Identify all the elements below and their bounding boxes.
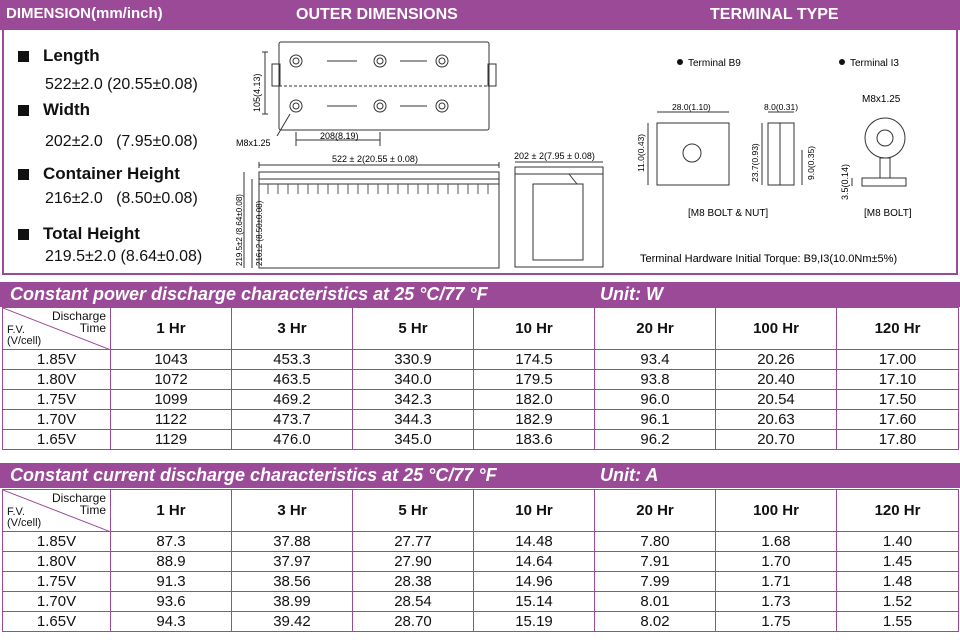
power-value-cell: 20.63 [716, 410, 837, 430]
current-value-cell: 27.90 [353, 552, 474, 572]
power-value-cell: 179.5 [474, 370, 595, 390]
power-col-header: 5 Hr [353, 308, 474, 350]
power-value-cell: 17.80 [837, 430, 959, 450]
power-value-cell: 476.0 [232, 430, 353, 450]
current-col-header: 1 Hr [111, 490, 232, 532]
current-value-cell: 38.99 [232, 592, 353, 612]
current-fv-cell: 1.65V [3, 612, 111, 632]
power-col-header: 20 Hr [595, 308, 716, 350]
side-height-label: 105(4.13) [252, 73, 262, 112]
length-dim-label: 522 ± 2(20.55 ± 0.08) [332, 154, 418, 164]
power-col-header: 10 Hr [474, 308, 595, 350]
power-row [3, 430, 959, 450]
current-value-cell: 1.73 [716, 592, 837, 612]
power-fv-cell: 1.85V [3, 350, 111, 370]
power-value-cell: 17.60 [837, 410, 959, 430]
power-fv-cell: 1.70V [3, 410, 111, 430]
current-value-cell: 1.55 [837, 612, 959, 632]
current-value-cell: 28.70 [353, 612, 474, 632]
dim-value-length: 522±2.0 (20.55±0.08) [45, 76, 198, 93]
power-value-cell: 1099 [111, 390, 232, 410]
current-value-cell: 1.52 [837, 592, 959, 612]
power-value-cell: 1043 [111, 350, 232, 370]
current-value-cell: 14.96 [474, 572, 595, 592]
power-fv-cell: 1.75V [3, 390, 111, 410]
current-value-cell: 87.3 [111, 532, 232, 552]
current-value-cell: 15.14 [474, 592, 595, 612]
dim-value-container-height: 216±2.0 (8.50±0.08) [45, 190, 198, 207]
power-value-cell: 463.5 [232, 370, 353, 390]
dim-value-width: 202±2.0 (7.95±0.08) [45, 133, 198, 150]
current-value-cell: 94.3 [111, 612, 232, 632]
power-value-cell: 182.9 [474, 410, 595, 430]
current-value-cell: 1.71 [716, 572, 837, 592]
power-table [2, 307, 959, 450]
current-value-cell: 7.91 [595, 552, 716, 572]
power-section-title: Constant power discharge characteristics at 25 °C/77 °F [10, 284, 488, 304]
power-value-cell: 1072 [111, 370, 232, 390]
power-value-cell: 20.40 [716, 370, 837, 390]
current-col-header: 3 Hr [232, 490, 353, 532]
b9-width-label: 28.0(1.10) [672, 102, 711, 112]
power-corner-cell [3, 308, 111, 350]
power-value-cell: 183.6 [474, 430, 595, 450]
power-header-row [3, 308, 959, 350]
terminal-i3-label: Terminal I3 [850, 58, 899, 69]
power-value-cell: 96.2 [595, 430, 716, 450]
current-value-cell: 8.01 [595, 592, 716, 612]
total-height-dim-label: 219.5±2 (8.64±0.08) [235, 194, 244, 266]
current-value-cell: 1.68 [716, 532, 837, 552]
power-value-cell: 20.54 [716, 390, 837, 410]
current-table [2, 489, 959, 632]
current-col-header: 5 Hr [353, 490, 474, 532]
current-value-cell: 15.19 [474, 612, 595, 632]
current-fv-cell: 1.80V [3, 552, 111, 572]
corner-discharge-time: Discharge Time [51, 309, 106, 335]
power-col-header: 100 Hr [716, 308, 837, 350]
power-col-header: 120 Hr [837, 308, 959, 350]
b9-caption: [M8 BOLT & NUT] [688, 208, 769, 219]
current-col-header: 20 Hr [595, 490, 716, 532]
terminal-type-drawing [630, 50, 950, 272]
current-value-cell: 14.64 [474, 552, 595, 572]
container-height-dim-label: 216±2 (8.50±0.08) [255, 200, 264, 266]
current-value-cell: 1.45 [837, 552, 959, 572]
dim-label-total-height: Total Height [18, 224, 140, 244]
current-value-cell: 1.75 [716, 612, 837, 632]
dim-label-width: Width [18, 100, 90, 120]
current-fv-cell: 1.85V [3, 532, 111, 552]
current-row [3, 612, 959, 632]
current-value-cell: 88.9 [111, 552, 232, 572]
i3-caption: [M8 BOLT] [864, 208, 912, 219]
current-corner-cell [3, 490, 111, 532]
power-value-cell: 1129 [111, 430, 232, 450]
power-value-cell: 330.9 [353, 350, 474, 370]
power-col-header: 1 Hr [111, 308, 232, 350]
current-value-cell: 7.99 [595, 572, 716, 592]
power-value-cell: 17.50 [837, 390, 959, 410]
power-value-cell: 344.3 [353, 410, 474, 430]
bolt-label: M8x1.25 [236, 138, 271, 148]
current-fv-cell: 1.75V [3, 572, 111, 592]
power-row [3, 370, 959, 390]
terminal-spacing-label: 208(8.19) [320, 131, 359, 141]
b9-thickness-label: 8.0(0.31) [764, 102, 799, 112]
dim-label-length: Length [18, 46, 100, 66]
power-value-cell: 96.0 [595, 390, 716, 410]
power-value-cell: 17.00 [837, 350, 959, 370]
dimension-title: DIMENSION(mm/inch) [6, 5, 163, 22]
power-section-unit: Unit: W [600, 284, 663, 304]
power-row [3, 390, 959, 410]
current-row [3, 572, 959, 592]
power-value-cell: 20.70 [716, 430, 837, 450]
power-value-cell: 453.3 [232, 350, 353, 370]
current-value-cell: 1.70 [716, 552, 837, 572]
dim-label-container-height: Container Height [18, 164, 180, 184]
current-value-cell: 1.40 [837, 532, 959, 552]
power-value-cell: 1122 [111, 410, 232, 430]
current-col-header: 10 Hr [474, 490, 595, 532]
current-section-title: Constant current discharge characteristics at 25 °C/77 °F [10, 465, 497, 485]
current-col-header: 100 Hr [716, 490, 837, 532]
current-value-cell: 37.97 [232, 552, 353, 572]
power-value-cell: 473.7 [232, 410, 353, 430]
current-value-cell: 91.3 [111, 572, 232, 592]
corner-discharge-time: Discharge Time [51, 491, 106, 517]
current-value-cell: 1.48 [837, 572, 959, 592]
power-fv-cell: 1.65V [3, 430, 111, 450]
current-value-cell: 93.6 [111, 592, 232, 612]
terminal-b9-label: Terminal B9 [688, 58, 741, 69]
corner-fv: F.V. (V/cell) [7, 324, 42, 347]
b9-h3-label: 9.0(0.35) [806, 145, 816, 180]
power-row [3, 410, 959, 430]
power-value-cell: 340.0 [353, 370, 474, 390]
header-bar [0, 0, 960, 30]
current-row [3, 532, 959, 552]
i3-bolt-label: M8x1.25 [862, 94, 901, 105]
current-row [3, 552, 959, 572]
power-value-cell: 93.8 [595, 370, 716, 390]
current-value-cell: 7.80 [595, 532, 716, 552]
current-value-cell: 28.54 [353, 592, 474, 612]
power-value-cell: 20.26 [716, 350, 837, 370]
b9-h1-label: 11.0(0.43) [636, 133, 646, 172]
current-value-cell: 14.48 [474, 532, 595, 552]
power-value-cell: 469.2 [232, 390, 353, 410]
power-value-cell: 17.10 [837, 370, 959, 390]
current-value-cell: 39.42 [232, 612, 353, 632]
outer-dimensions-title: OUTER DIMENSIONS [296, 6, 458, 23]
power-section-bar [0, 282, 960, 307]
width-dim-label: 202 ± 2(7.95 ± 0.08) [514, 151, 595, 161]
current-fv-cell: 1.70V [3, 592, 111, 612]
power-value-cell: 182.0 [474, 390, 595, 410]
current-value-cell: 37.88 [232, 532, 353, 552]
current-value-cell: 8.02 [595, 612, 716, 632]
power-row [3, 350, 959, 370]
current-section-unit: Unit: A [600, 465, 659, 485]
i3-height-label: 3.5(0.14) [840, 163, 850, 200]
power-value-cell: 96.1 [595, 410, 716, 430]
b9-h2-label: 23.7(0.93) [750, 143, 760, 182]
terminal-type-title: TERMINAL TYPE [710, 6, 839, 23]
power-fv-cell: 1.80V [3, 370, 111, 390]
power-value-cell: 345.0 [353, 430, 474, 450]
current-value-cell: 28.38 [353, 572, 474, 592]
current-header-row [3, 490, 959, 532]
outer-dimensions-drawing [232, 34, 612, 274]
current-value-cell: 38.56 [232, 572, 353, 592]
current-value-cell: 27.77 [353, 532, 474, 552]
current-col-header: 120 Hr [837, 490, 959, 532]
current-section-bar [0, 463, 960, 488]
power-col-header: 3 Hr [232, 308, 353, 350]
current-row [3, 592, 959, 612]
corner-fv: F.V. (V/cell) [7, 506, 42, 529]
torque-note: Terminal Hardware Initial Torque: B9,I3(10.0Nm±5%) [640, 253, 898, 265]
power-value-cell: 93.4 [595, 350, 716, 370]
power-value-cell: 342.3 [353, 390, 474, 410]
power-value-cell: 174.5 [474, 350, 595, 370]
dim-value-total-height: 219.5±2.0 (8.64±0.08) [45, 248, 203, 265]
